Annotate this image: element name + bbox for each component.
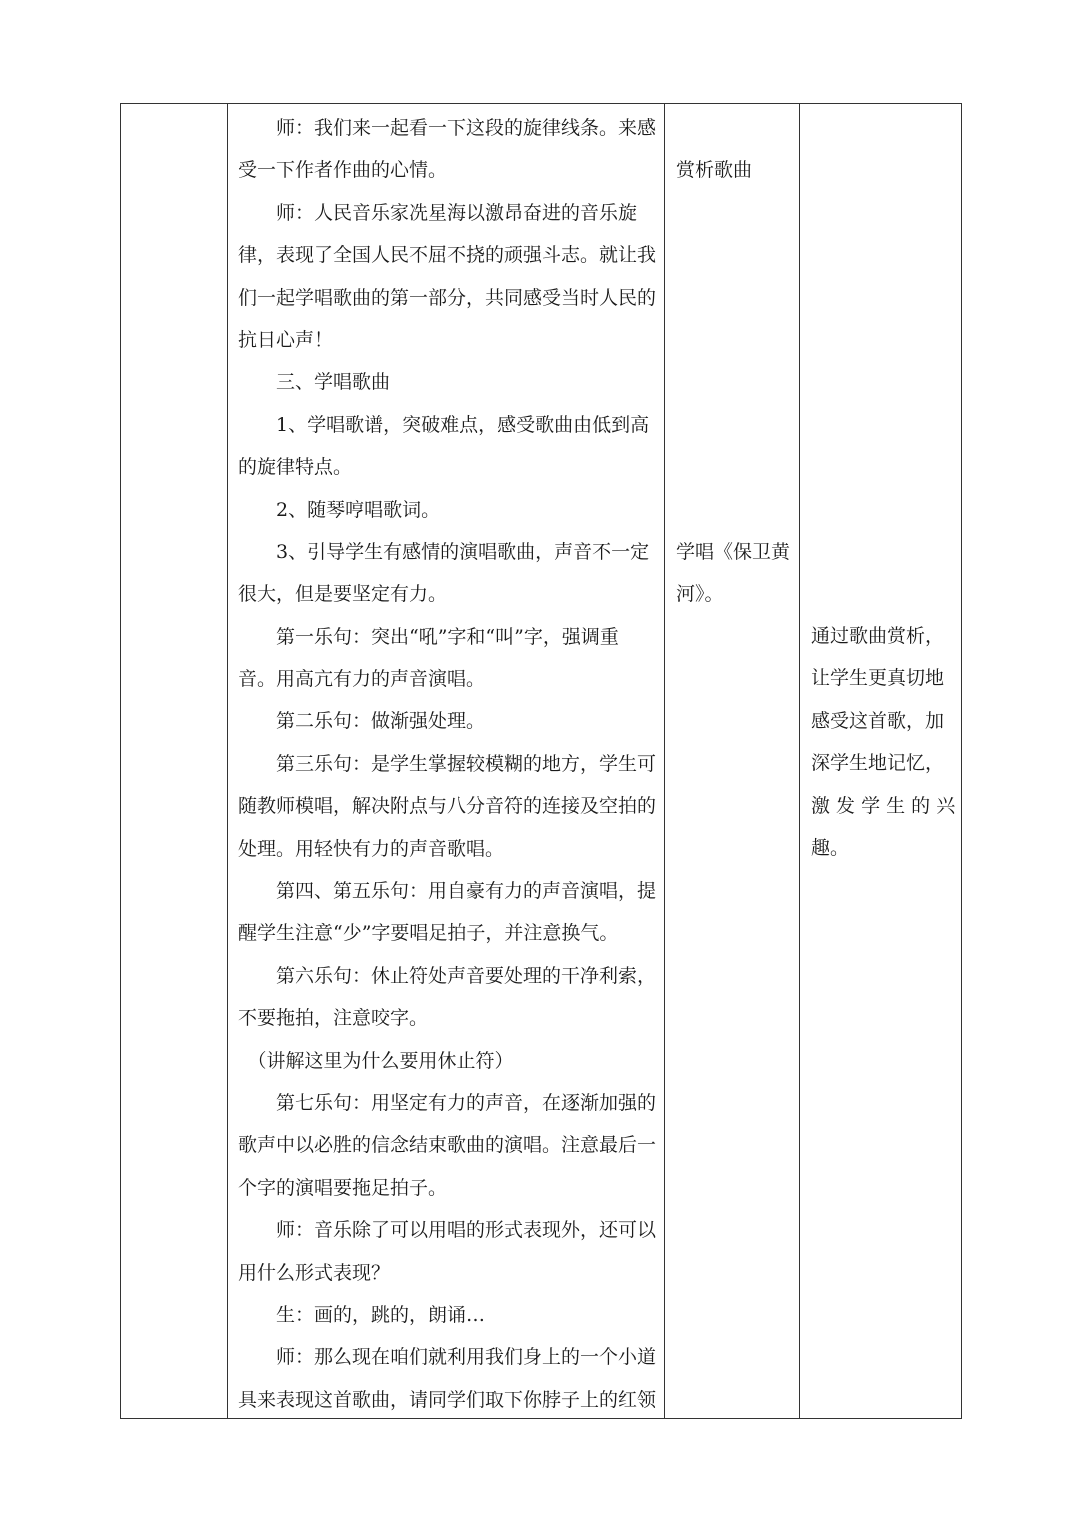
teaching-process-line: 很大，但是要坚定有力。: [238, 583, 448, 606]
teaching-process-line: 师：人民音乐家冼星海以激昂奋进的音乐旋: [238, 201, 638, 224]
teaching-process-line: 不要拖拍，注意咬字。: [238, 1007, 429, 1030]
activity-appreciate: [676, 149, 752, 191]
teaching-process-text: [238, 107, 656, 1421]
teaching-process-line: 生：画的，跳的，朗诵…: [238, 1303, 486, 1326]
teaching-process-line: 师：我们来一起看一下这段的旋律线条。来感: [238, 117, 657, 139]
teaching-process-line: 抗日心声！: [238, 328, 334, 351]
activity-learn-sing-line2: 河》。: [676, 583, 724, 606]
activity-learn-sing: [676, 531, 790, 616]
teaching-process-line: 师：音乐除了可以用唱的形式表现外，还可以: [238, 1219, 657, 1242]
teaching-process-line: 师：那么现在咱们就利用我们身上的一个小道: [238, 1346, 657, 1369]
teaching-process-line: 歌声中以必胜的信念结束歌曲的演唱。注意最后一: [238, 1134, 657, 1157]
design-intent-line: 感受这首歌，加: [811, 709, 945, 732]
teaching-process-line: 三、学唱歌曲: [238, 371, 391, 394]
design-intent-line: 激 发 学 生 的 兴: [811, 794, 956, 817]
teaching-process-line: （讲解这里为什么要用休止符）: [238, 1049, 514, 1072]
teaching-process-line: 具来表现这首歌曲，请同学们取下你脖子上的红领: [238, 1388, 657, 1411]
design-intent-text: [811, 615, 955, 869]
activity-learn-sing-line1: 学唱《保卫黄: [676, 541, 791, 563]
column-divider-1: [227, 103, 228, 1419]
activity-appreciate-label: 赏析歌曲: [676, 159, 753, 181]
teaching-process-line: 第六乐句：休止符处声音要处理的干净利索，: [238, 964, 657, 987]
teaching-process-line: 个字的演唱要拖足拍子。: [238, 1176, 448, 1199]
teaching-process-line: 第三乐句：是学生掌握较模糊的地方，学生可: [238, 752, 657, 775]
teaching-process-line: 处理。用轻快有力的声音歌唱。: [238, 837, 505, 860]
column-divider-3: [799, 103, 800, 1419]
teaching-process-line: 用什么形式表现？: [238, 1261, 391, 1284]
teaching-process-line: 第四、第五乐句：用自豪有力的声音演唱，提: [238, 880, 657, 903]
teaching-process-line: 随教师模唱，解决附点与八分音符的连接及空拍的: [238, 795, 657, 818]
teaching-process-line: 第七乐句：用坚定有力的声音，在逐渐加强的: [238, 1091, 657, 1114]
teaching-process-line: 们一起学唱歌曲的第一部分，共同感受当时人民的: [238, 286, 657, 309]
design-intent-line: 深学生地记忆，: [811, 752, 945, 775]
teaching-process-line: 第一乐句：突出“吼”字和“叫”字，强调重: [238, 625, 619, 648]
teaching-process-line: 醒学生注意“少”字要唱足拍子，并注意换气。: [238, 922, 619, 945]
teaching-process-line: 律，表现了全国人民不屈不挠的顽强斗志。就让我: [238, 244, 657, 267]
design-intent-line: 趣。: [811, 836, 850, 859]
teaching-process-line: 1、学唱歌谱，突破难点，感受歌曲由低到高: [238, 413, 650, 436]
column-divider-2: [664, 103, 665, 1419]
design-intent-line: 通过歌曲赏析，: [811, 625, 945, 647]
design-intent-line: 让学生更真切地: [811, 667, 945, 690]
teaching-process-line: 第二乐句：做渐强处理。: [238, 710, 486, 733]
teaching-process-line: 3、引导学生有感情的演唱歌曲，声音不一定: [238, 540, 650, 563]
teaching-process-line: 2、随琴哼唱歌词。: [238, 498, 441, 521]
teaching-process-line: 音。用高亢有力的声音演唱。: [238, 668, 486, 691]
teaching-process-line: 受一下作者作曲的心情。: [238, 159, 448, 182]
teaching-process-line: 的旋律特点。: [238, 456, 353, 479]
